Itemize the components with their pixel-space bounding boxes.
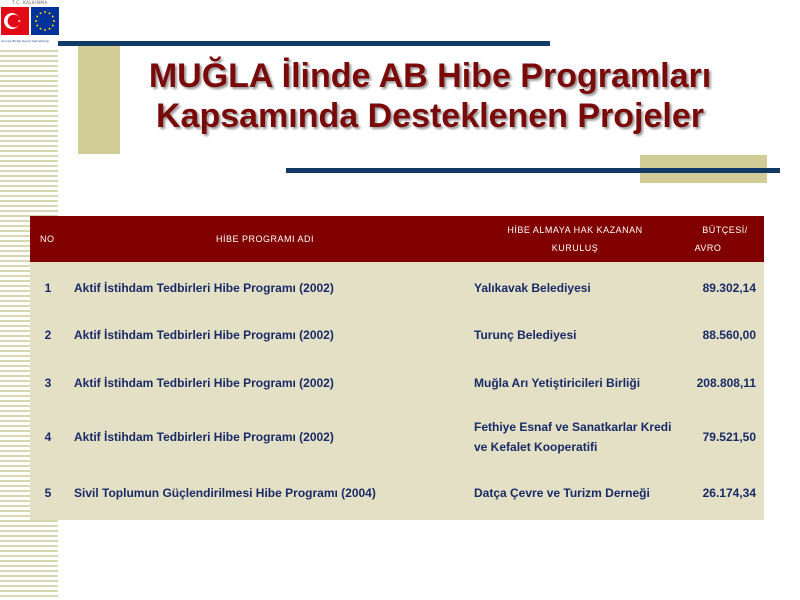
logo-caption-bottom: Avrupa Birliği Genel Sekreterliği (1, 39, 49, 43)
row-no: 5 (44, 485, 52, 500)
row-program: Aktif İstihdam Tedbirleri Hibe Programı (2002) (74, 327, 334, 342)
row-org: Muğla Arı Yetiştiricileri Birliği (474, 375, 641, 390)
row-budget: 26.174,34 (702, 485, 756, 500)
header-budget-line2: AVRO (694, 243, 722, 253)
row-budget: 79.521,50 (702, 430, 756, 444)
projects-table (30, 216, 764, 520)
table-row (30, 412, 764, 462)
title-line-2: Kapsamında Desteklenen Projeler (155, 97, 704, 135)
row-org: Fethiye Esnaf ve Sanatkarlar Kredi ve Kefalet Kooperatifi (474, 420, 672, 454)
row-org: Turunç Belediyesi (474, 327, 577, 342)
table-header (30, 216, 764, 262)
row-org: Datça Çevre ve Turizm Derneği (474, 485, 650, 500)
table-row (30, 359, 764, 406)
table-row (30, 469, 764, 516)
decorative-line-top (58, 41, 550, 46)
row-no: 2 (44, 327, 52, 342)
header-org-line2: KURULUŞ (551, 243, 599, 253)
page-title (60, 56, 800, 136)
header-org-line1: HİBE ALMAYA HAK KAZANAN (507, 225, 643, 235)
logo-caption-top: T.C. KALKINMA (12, 0, 48, 5)
row-program: Aktif İstihdam Tedbirleri Hibe Programı (2002) (74, 375, 334, 390)
row-org: Yalıkavak Belediyesi (474, 280, 591, 295)
table-row (30, 264, 764, 311)
row-budget: 89.302,14 (702, 280, 756, 295)
header-program: HİBE PROGRAMI ADI (215, 234, 315, 244)
flags-icon (0, 6, 60, 38)
decorative-line-bottom (286, 168, 780, 173)
row-program: Aktif İstihdam Tedbirleri Hibe Programı (2002) (74, 430, 334, 444)
title-line-1: MUĞLA İlinde AB Hibe Programları (148, 57, 712, 95)
row-program: Aktif İstihdam Tedbirleri Hibe Programı (2002) (74, 280, 334, 295)
table-row (30, 311, 764, 358)
header-no: NO (40, 234, 55, 244)
header-budget-line1: BÜTÇESİ/ (702, 225, 748, 235)
logo (0, 0, 60, 48)
row-program: Sivil Toplumun Güçlendirilmesi Hibe Programı (2004) (74, 485, 376, 500)
row-no: 3 (44, 375, 52, 390)
row-budget: 88.560,00 (702, 327, 756, 342)
row-budget: 208.808,11 (696, 375, 756, 390)
row-no: 1 (44, 280, 52, 295)
row-no: 4 (44, 430, 52, 444)
